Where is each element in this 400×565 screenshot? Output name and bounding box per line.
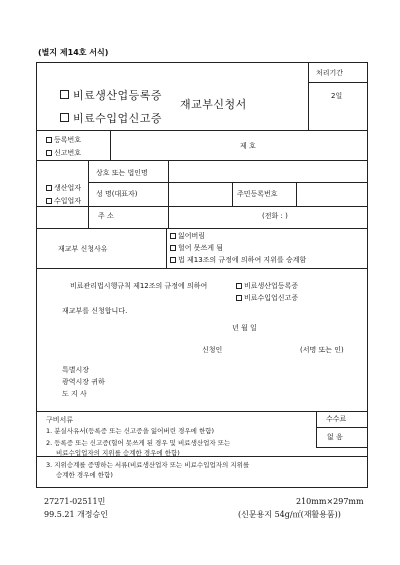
- paper-size: 210mm×297mm: [296, 497, 364, 506]
- doc-item-3: 3. 지위승계를 증명하는 서류(비료생산업자 또는 비료수입업자의 지위를: [46, 461, 250, 469]
- checkbox-icon[interactable]: [170, 257, 176, 263]
- address-label: 주 소: [98, 212, 114, 220]
- checkbox-icon[interactable]: [46, 185, 52, 191]
- regulation-text: 비료관리법시행규칙 제12조의 규정에 의하여: [70, 282, 208, 290]
- applicant-label: 신청인: [202, 346, 223, 354]
- approval-date: 99.5.21 개정승인: [44, 510, 108, 519]
- processing-label: 처리기간: [316, 69, 344, 77]
- cert-import-option[interactable]: 비료수입업신고증: [236, 295, 298, 302]
- reg-no-option[interactable]: 등록번호: [46, 137, 81, 144]
- reason-label: 재교부 신청사유: [58, 245, 108, 253]
- doc-item-2-cont: 비료수입업자의 지위를 승계한 경우에 한함): [56, 449, 180, 457]
- fee-value: 없 음: [327, 433, 343, 441]
- date-field[interactable]: 년 월 일: [232, 324, 257, 332]
- addressee-mayor: 특별시장: [62, 366, 90, 374]
- checkbox-icon[interactable]: [46, 198, 52, 204]
- addressee-metro: 광역시장 귀하: [62, 378, 105, 386]
- reason-lost-option[interactable]: 잃어버림: [170, 233, 205, 240]
- paper-type: (신문용지 54g/㎡(재활용품)): [238, 510, 341, 519]
- checkbox-icon[interactable]: [236, 283, 242, 289]
- checkbox-icon[interactable]: [46, 150, 52, 156]
- doc-item-2: 2. 등록증 또는 신고증(헐어 못쓰게 된 경우 및 비료생산업자 또는: [46, 439, 231, 447]
- checkbox-icon[interactable]: [170, 245, 176, 251]
- request-text: 재교부를 신청합니다.: [62, 307, 128, 315]
- fee-label: 수수료: [326, 415, 347, 423]
- checkbox-icon[interactable]: [170, 233, 176, 239]
- report-no-option[interactable]: 신고번호: [46, 150, 81, 157]
- checkbox-icon[interactable]: [236, 295, 242, 301]
- company-label: 상호 또는 법인명: [96, 169, 148, 177]
- number-field[interactable]: 제 호: [240, 142, 256, 150]
- addressee-governor: 도 지 사: [62, 390, 87, 398]
- checkbox-icon[interactable]: [46, 137, 52, 143]
- type-producer-option[interactable]: 생산업자: [46, 185, 81, 192]
- doc-title: 재교부신청서: [180, 98, 247, 111]
- cert-production-option[interactable]: 비료생산업등록증: [236, 283, 298, 290]
- documents-title: 구비서류: [46, 416, 74, 424]
- reason-succession-option[interactable]: 법 제13조의 규정에 의하여 지위를 승계함: [170, 257, 306, 264]
- doc-item-1: 1. 분실사유서(등록증 또는 신고증을 잃어버린 경우에 한함): [46, 427, 215, 435]
- option-production-cert[interactable]: 비료생산업등록증: [60, 84, 162, 103]
- reason-worn-option[interactable]: 헐어 못쓰게 됨: [170, 245, 223, 252]
- resident-no-label: 주민등록번호: [237, 190, 278, 198]
- processing-value: 2일: [331, 92, 343, 100]
- form-label: (별지 제14호 서식): [38, 48, 109, 57]
- doc-item-3-cont: 승계한 경우에 한함): [56, 471, 113, 479]
- checkbox-icon[interactable]: [60, 90, 69, 99]
- form-code: 27271-02511민: [44, 497, 106, 506]
- name-label: 성 명(대표자): [96, 190, 138, 198]
- option-import-cert[interactable]: 비료수입업신고증: [60, 107, 162, 126]
- sign-label: (서명 또는 인): [300, 346, 344, 354]
- checkbox-icon[interactable]: [60, 113, 69, 122]
- type-importer-option[interactable]: 수입업자: [46, 198, 81, 205]
- phone-field[interactable]: (전화 : ): [262, 212, 288, 220]
